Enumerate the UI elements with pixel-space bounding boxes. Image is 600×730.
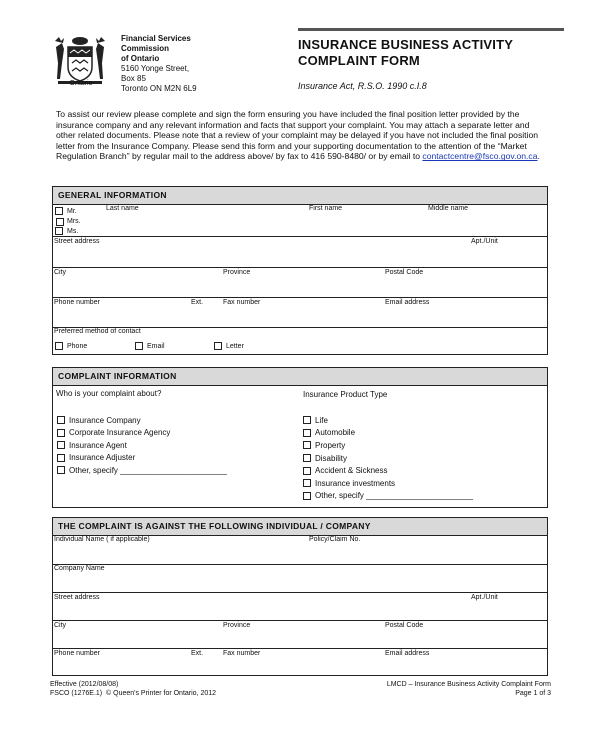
option-label: Disability (315, 453, 348, 463)
street-address-field[interactable]: Street address (54, 238, 100, 245)
city-field[interactable]: City (54, 269, 67, 276)
form-code: FSCO (1276E.1) (50, 690, 103, 697)
complaint-information-heading: COMPLAINT INFORMATION (53, 368, 547, 385)
against-city-field[interactable]: City (54, 622, 67, 629)
checkbox[interactable] (303, 441, 311, 449)
complaint-about-options (57, 414, 227, 477)
form-title-line-1: INSURANCE BUSINESS ACTIVITY (298, 37, 514, 52)
contact-phone-option[interactable] (55, 342, 87, 350)
complaint-against-section (52, 517, 548, 676)
option-label: Insurance investments (315, 478, 396, 488)
product-type-options (303, 414, 473, 502)
page-number: Page 1 of 3 (515, 690, 551, 697)
checkbox[interactable] (57, 441, 65, 449)
option-label: Automobile (315, 428, 356, 438)
policy-claim-field[interactable]: Policy/Claim No. (309, 536, 361, 543)
against-phone-number-field[interactable]: Phone number (54, 650, 100, 657)
option-label: Property (315, 440, 346, 450)
letter-checkbox[interactable] (214, 342, 222, 350)
checkbox[interactable] (303, 492, 311, 500)
product-automobile[interactable] (303, 427, 473, 440)
mrs-label: Mrs. (67, 217, 81, 225)
option-label: Insurance Agent (69, 440, 127, 450)
phone-checkbox[interactable] (55, 342, 63, 350)
company-name-field[interactable]: Company Name (54, 565, 105, 572)
checkbox[interactable] (303, 479, 311, 487)
ext-field[interactable]: Ext. (191, 299, 204, 306)
option-label: Insurance Adjuster (69, 453, 136, 463)
province-field[interactable]: Province (223, 269, 251, 276)
email-option-label: Email (147, 342, 165, 350)
last-name-field[interactable]: Last name (106, 205, 139, 212)
complaint-about-question: Who is your complaint about? (56, 389, 162, 398)
product-other-specify[interactable] (303, 490, 473, 503)
checkbox[interactable] (57, 466, 65, 474)
about-insurance-adjuster[interactable] (57, 452, 227, 465)
footer-form-title: LMCD – Insurance Business Activity Complaint Form (386, 681, 551, 688)
org-name-line-1: Financial Services (121, 34, 191, 43)
against-province-field[interactable]: Province (223, 622, 251, 629)
product-life[interactable] (303, 414, 473, 427)
about-other-specify[interactable] (57, 464, 227, 477)
option-label: Corporate Insurance Agency (69, 428, 171, 438)
address-line-3: Toronto ON M2N 6L9 (121, 84, 197, 93)
product-insurance-investments[interactable] (303, 477, 473, 490)
against-apt-unit-field[interactable]: Apt./Unit (471, 594, 498, 601)
form-title-line-2: COMPLAINT FORM (298, 53, 420, 68)
against-street-address-field[interactable]: Street address (54, 594, 100, 601)
mrs-checkbox[interactable] (56, 218, 64, 226)
org-name-line-3: of Ontario (121, 54, 160, 63)
email-link[interactable]: contactcentre@fsco.gov.on.ca (422, 151, 538, 162)
effective-date: Effective (2012/08/08) (50, 681, 119, 688)
general-information-heading: GENERAL INFORMATION (53, 187, 547, 204)
option-label: Other, specify ________________________ (69, 465, 227, 475)
complaint-against-heading: THE COMPLAINT IS AGAINST THE FOLLOWING INDIVIDUAL / COMPANY (53, 518, 547, 535)
ms-label: Ms. (67, 227, 79, 235)
crest-caption: Ontario (69, 80, 93, 87)
form-code-line (50, 689, 216, 698)
footer-right (387, 680, 551, 698)
complaint-information-section (52, 367, 548, 508)
middle-name-field[interactable]: Middle name (428, 205, 469, 212)
checkbox[interactable] (57, 429, 65, 437)
checkbox[interactable] (303, 454, 311, 462)
checkbox[interactable] (57, 454, 65, 462)
product-disability[interactable] (303, 452, 473, 465)
intro-text-end: . (537, 151, 540, 162)
postal-code-field[interactable]: Postal Code (385, 269, 424, 276)
intro-paragraph (56, 109, 546, 162)
checkbox[interactable] (303, 467, 311, 475)
phone-number-field[interactable]: Phone number (54, 299, 100, 306)
contact-email-option[interactable] (135, 342, 165, 350)
form-title (298, 37, 513, 69)
email-address-field[interactable]: Email address (385, 299, 430, 306)
against-email-address-field[interactable]: Email address (385, 650, 430, 657)
option-label: Insurance Company (69, 415, 141, 425)
address-line-1: 5160 Yonge Street, (121, 64, 190, 73)
mr-label: Mr. (67, 207, 77, 215)
address-line-2: Box 85 (121, 74, 146, 83)
title-rule (298, 28, 564, 31)
checkbox[interactable] (57, 416, 65, 424)
org-name-line-2: Commission (121, 44, 170, 53)
option-label: Life (315, 415, 328, 425)
apt-unit-field[interactable]: Apt./Unit (471, 238, 498, 245)
letter-option-label: Letter (226, 342, 244, 350)
organization-address (121, 34, 197, 94)
contact-letter-option[interactable] (214, 342, 244, 350)
product-accident-sickness[interactable] (303, 464, 473, 477)
checkbox[interactable] (303, 429, 311, 437)
against-fax-number-field[interactable]: Fax number (223, 650, 261, 657)
intro-text: To assist our review please complete and sign the form ensuring you have included the final position letter provided by the insurance company and any relevant information and facts that support your complaint. You may attach a separate letter and other related documents. Please note that a review of your complaint may be delayed if you have not included the final position letter from the Insurance Company. Please send this form and your supporting documentation to the attention of the “Market Regulation Branch” by regular mail to the address above/ by fax to 416 590-8480/ or by email to (56, 109, 539, 162)
about-corporate-agency[interactable] (57, 427, 227, 440)
email-checkbox[interactable] (135, 342, 143, 350)
fax-number-field[interactable]: Fax number (223, 299, 261, 306)
product-property[interactable] (303, 439, 473, 452)
option-label: Other, specify ________________________ (315, 491, 473, 501)
against-ext-field[interactable]: Ext. (191, 650, 204, 657)
about-insurance-agent[interactable] (57, 439, 227, 452)
option-label: Accident & Sickness (315, 466, 388, 476)
about-insurance-company[interactable] (57, 414, 227, 427)
act-reference: Insurance Act, R.S.O. 1990 c.I.8 (298, 81, 427, 91)
against-postal-code-field[interactable]: Postal Code (385, 622, 424, 629)
product-type-question: Insurance Product Type (303, 390, 388, 399)
copyright: © Queen's Printer for Ontario, 2012 (106, 690, 217, 697)
preferred-contact-label: Preferred method of contact (54, 328, 141, 335)
individual-name-field[interactable]: Individual Name ( if applicable) (54, 536, 150, 543)
first-name-field[interactable]: First name (309, 205, 343, 212)
phone-option-label: Phone (67, 342, 88, 350)
general-information-section (52, 186, 548, 355)
checkbox[interactable] (303, 416, 311, 424)
footer-left (50, 680, 216, 698)
